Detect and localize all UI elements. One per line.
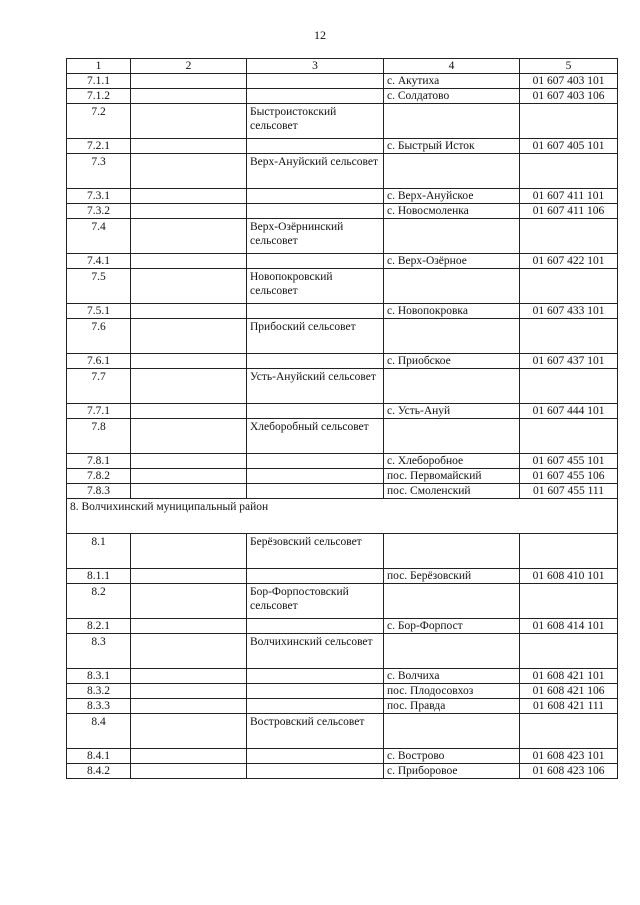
row-column-2 (131, 619, 247, 634)
row-column-2 (131, 254, 247, 269)
row-column-2 (131, 749, 247, 764)
row-oktmo-code: 01 607 405 101 (520, 139, 618, 154)
row-municipality-name (247, 484, 384, 499)
row-column-2 (131, 354, 247, 369)
row-code: 7.8.2 (67, 469, 131, 484)
table-row (67, 304, 618, 319)
row-settlement: пос. Правда (384, 699, 520, 714)
row-column-2 (131, 89, 247, 104)
row-oktmo-code (520, 534, 618, 569)
row-code: 8.4.1 (67, 749, 131, 764)
row-code: 8.1 (67, 534, 131, 569)
row-code: 8.3.2 (67, 684, 131, 699)
row-code: 7.5 (67, 269, 131, 304)
row-code: 7.3 (67, 154, 131, 189)
row-settlement: с. Вострово (384, 749, 520, 764)
row-oktmo-code: 01 608 421 101 (520, 669, 618, 684)
row-column-2 (131, 584, 247, 619)
district-name: 8. Волчихинский муниципальный район (67, 499, 618, 534)
row-municipality-name: Хлеборобный сельсовет (247, 419, 384, 454)
table-row (67, 369, 618, 404)
row-settlement: с. Верх-Озёрное (384, 254, 520, 269)
row-code: 7.5.1 (67, 304, 131, 319)
row-code: 8.4.2 (67, 764, 131, 779)
column-header-1: 1 (67, 59, 131, 74)
row-municipality-name (247, 619, 384, 634)
row-oktmo-code (520, 634, 618, 669)
table-row (67, 669, 618, 684)
row-column-2 (131, 699, 247, 714)
table-row (67, 634, 618, 669)
row-column-2 (131, 139, 247, 154)
table-row (67, 404, 618, 419)
row-oktmo-code: 01 607 433 101 (520, 304, 618, 319)
row-oktmo-code (520, 154, 618, 189)
table-row (67, 419, 618, 454)
row-oktmo-code: 01 607 411 106 (520, 204, 618, 219)
row-code: 7.7 (67, 369, 131, 404)
row-settlement (384, 534, 520, 569)
table-row (67, 619, 618, 634)
row-column-2 (131, 454, 247, 469)
column-header-5: 5 (520, 59, 618, 74)
row-municipality-name (247, 569, 384, 584)
row-column-2 (131, 369, 247, 404)
table-row (67, 484, 618, 499)
row-oktmo-code: 01 607 422 101 (520, 254, 618, 269)
row-code: 7.7.1 (67, 404, 131, 419)
row-column-2 (131, 404, 247, 419)
row-column-2 (131, 764, 247, 779)
row-code: 8.2.1 (67, 619, 131, 634)
row-column-2 (131, 669, 247, 684)
row-municipality-name (247, 669, 384, 684)
row-code: 7.2.1 (67, 139, 131, 154)
row-code: 7.6 (67, 319, 131, 354)
table-row (67, 699, 618, 714)
row-municipality-name (247, 89, 384, 104)
row-code: 7.3.1 (67, 189, 131, 204)
row-column-2 (131, 104, 247, 139)
row-oktmo-code (520, 584, 618, 619)
row-oktmo-code: 01 608 414 101 (520, 619, 618, 634)
row-code: 8.3.3 (67, 699, 131, 714)
table-row (67, 764, 618, 779)
row-column-2 (131, 304, 247, 319)
row-oktmo-code: 01 607 437 101 (520, 354, 618, 369)
row-settlement (384, 154, 520, 189)
row-municipality-name (247, 469, 384, 484)
row-settlement: пос. Первомайский (384, 469, 520, 484)
table-header-row (67, 59, 618, 74)
row-oktmo-code: 01 607 455 111 (520, 484, 618, 499)
row-settlement (384, 584, 520, 619)
row-settlement: с. Новосмоленка (384, 204, 520, 219)
row-code: 8.3 (67, 634, 131, 669)
table-row (67, 74, 618, 89)
row-settlement: пос. Смоленский (384, 484, 520, 499)
table-row (67, 714, 618, 749)
row-municipality-name: Новопокровский сельсовет (247, 269, 384, 304)
row-settlement: с. Акутиха (384, 74, 520, 89)
column-header-2: 2 (131, 59, 247, 74)
row-code: 7.1.2 (67, 89, 131, 104)
row-oktmo-code: 01 608 421 111 (520, 699, 618, 714)
row-municipality-name (247, 749, 384, 764)
row-oktmo-code: 01 607 403 106 (520, 89, 618, 104)
row-settlement: с. Усть-Ануй (384, 404, 520, 419)
row-column-2 (131, 154, 247, 189)
row-settlement (384, 319, 520, 354)
row-oktmo-code (520, 714, 618, 749)
table-row (67, 354, 618, 369)
row-settlement (384, 219, 520, 254)
row-oktmo-code: 01 607 444 101 (520, 404, 618, 419)
row-column-2 (131, 534, 247, 569)
row-column-2 (131, 219, 247, 254)
row-column-2 (131, 714, 247, 749)
row-oktmo-code (520, 319, 618, 354)
row-settlement: с. Новопокровка (384, 304, 520, 319)
row-settlement: с. Солдатово (384, 89, 520, 104)
row-municipality-name (247, 699, 384, 714)
row-municipality-name (247, 684, 384, 699)
row-municipality-name (247, 74, 384, 89)
row-municipality-name (247, 304, 384, 319)
row-settlement (384, 104, 520, 139)
row-municipality-name (247, 189, 384, 204)
row-municipality-name (247, 254, 384, 269)
column-header-3: 3 (247, 59, 384, 74)
row-code: 8.2 (67, 584, 131, 619)
row-code: 7.8 (67, 419, 131, 454)
table-row (67, 319, 618, 354)
row-code: 7.1.1 (67, 74, 131, 89)
row-settlement: с. Хлеборобное (384, 454, 520, 469)
row-column-2 (131, 74, 247, 89)
row-oktmo-code: 01 607 455 106 (520, 469, 618, 484)
row-code: 7.4.1 (67, 254, 131, 269)
row-municipality-name (247, 204, 384, 219)
row-settlement: пос. Плодосовхоз (384, 684, 520, 699)
table-body (67, 74, 618, 779)
table-row (67, 749, 618, 764)
row-municipality-name: Верх-Озёрнинский сельсовет (247, 219, 384, 254)
row-oktmo-code: 01 607 403 101 (520, 74, 618, 89)
row-oktmo-code (520, 104, 618, 139)
row-municipality-name: Берёзовский сельсовет (247, 534, 384, 569)
row-settlement: с. Быстрый Исток (384, 139, 520, 154)
table-row (67, 189, 618, 204)
row-oktmo-code (520, 219, 618, 254)
table-row (67, 454, 618, 469)
oktmo-table (66, 58, 618, 779)
row-settlement: с. Бор-Форпост (384, 619, 520, 634)
row-column-2 (131, 634, 247, 669)
row-settlement (384, 369, 520, 404)
row-column-2 (131, 469, 247, 484)
table-row (67, 139, 618, 154)
row-column-2 (131, 419, 247, 454)
row-oktmo-code (520, 269, 618, 304)
row-code: 7.3.2 (67, 204, 131, 219)
table-row (67, 89, 618, 104)
table-row (67, 104, 618, 139)
row-column-2 (131, 319, 247, 354)
row-code: 8.3.1 (67, 669, 131, 684)
row-oktmo-code (520, 419, 618, 454)
row-column-2 (131, 269, 247, 304)
row-oktmo-code: 01 607 455 101 (520, 454, 618, 469)
row-code: 7.4 (67, 219, 131, 254)
row-settlement (384, 419, 520, 454)
table-row (67, 584, 618, 619)
table-row (67, 684, 618, 699)
row-column-2 (131, 684, 247, 699)
row-municipality-name: Усть-Ануйский сельсовет (247, 369, 384, 404)
table-row (67, 469, 618, 484)
row-column-2 (131, 484, 247, 499)
row-code: 7.8.3 (67, 484, 131, 499)
row-municipality-name: Верх-Ануйский сельсовет (247, 154, 384, 189)
row-municipality-name (247, 404, 384, 419)
table-row (67, 204, 618, 219)
row-column-2 (131, 204, 247, 219)
row-settlement: с. Верх-Ануйское (384, 189, 520, 204)
row-code: 7.6.1 (67, 354, 131, 369)
row-oktmo-code: 01 608 423 106 (520, 764, 618, 779)
row-municipality-name: Бор-Форпостовский сельсовет (247, 584, 384, 619)
table-row (67, 534, 618, 569)
row-settlement: с. Приборовое (384, 764, 520, 779)
row-municipality-name (247, 764, 384, 779)
table-row (67, 154, 618, 189)
row-oktmo-code: 01 608 423 101 (520, 749, 618, 764)
row-settlement: с. Волчиха (384, 669, 520, 684)
row-settlement: пос. Берёзовский (384, 569, 520, 584)
table-row (67, 269, 618, 304)
row-settlement (384, 714, 520, 749)
row-code: 8.4 (67, 714, 131, 749)
table-row (67, 219, 618, 254)
row-code: 8.1.1 (67, 569, 131, 584)
row-settlement (384, 634, 520, 669)
row-code: 7.2 (67, 104, 131, 139)
row-municipality-name (247, 454, 384, 469)
row-oktmo-code: 01 607 411 101 (520, 189, 618, 204)
row-column-2 (131, 569, 247, 584)
row-municipality-name: Волчихинский сельсовет (247, 634, 384, 669)
row-column-2 (131, 189, 247, 204)
row-oktmo-code: 01 608 421 106 (520, 684, 618, 699)
row-settlement (384, 269, 520, 304)
row-code: 7.8.1 (67, 454, 131, 469)
row-municipality-name: Востровский сельсовет (247, 714, 384, 749)
row-oktmo-code (520, 369, 618, 404)
row-municipality-name: Быстроистокский сельсовет (247, 104, 384, 139)
district-header-row (67, 499, 618, 534)
table-row (67, 254, 618, 269)
page-number: 12 (314, 28, 326, 42)
column-header-4: 4 (384, 59, 520, 74)
row-municipality-name (247, 139, 384, 154)
table-row (67, 569, 618, 584)
row-municipality-name (247, 354, 384, 369)
row-oktmo-code: 01 608 410 101 (520, 569, 618, 584)
row-settlement: с. Приобское (384, 354, 520, 369)
row-municipality-name: Прибоский сельсовет (247, 319, 384, 354)
